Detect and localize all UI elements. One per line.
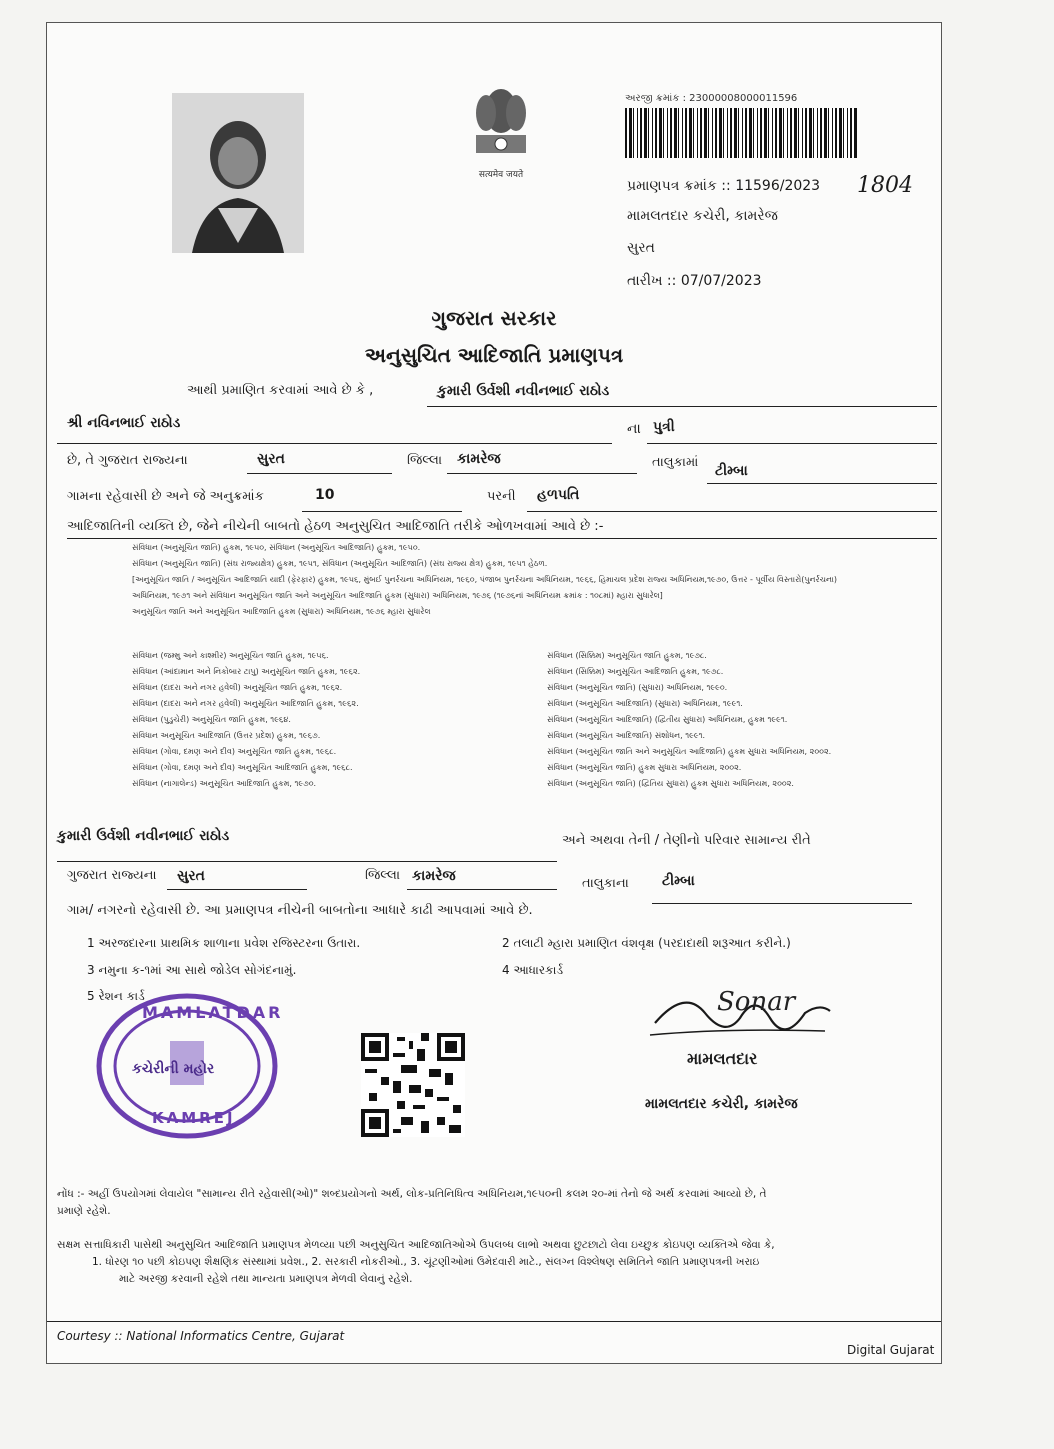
tribe-text: આદિજાતિની વ્યક્તિ છે, જેને નીચેની બાબતો હેઠળ અનુસુચિત આદિજાતિ તરીકે ઓળખવામાં આવે છે :- xyxy=(67,519,604,534)
holder-name-repeat: કુમારી ઉર્વશી નવીનભાઈ રાઠોડ xyxy=(57,828,230,844)
state-text: છે, તે ગુજરાત રાજ્યના xyxy=(67,453,188,468)
document-item: 3 નમુના ક-૧માં આ સાથે જોડેલ સોગંદનામું. xyxy=(87,963,297,977)
application-no-label: અરજી ક્રમાંક : xyxy=(625,93,686,104)
law-item: સંવિધાન (ગોવા, દમણ અને દીવ) અનુસૂચિત આદિજાતિ હુકમ, ૧૯૬૮. xyxy=(132,763,353,772)
document-item: 1 અરજદારના પ્રાથમિક શાળાના પ્રવેશ રજિસ્ટરના ઉતારા. xyxy=(87,936,361,950)
digital-gujarat-brand: Digital Gujarat xyxy=(847,1343,935,1357)
signatory-office: મામલતદાર કચેરી, કામરેજ xyxy=(645,1096,798,1112)
law-item: સંવિધાન (સિક્કિમ) અનુસૂચિત આદિજાતિ હુકમ, ૧૯૭૮. xyxy=(547,667,724,676)
law-item: સંવિધાન (જમ્મુ અને કાશ્મીર) અનુસૂચિત જાતિ હુકમ, ૧૯૫૬. xyxy=(132,651,329,660)
note-2: સક્ષમ સત્તાધિકારી પાસેથી અનુસુચિત આદિજાતિ પ્રમાણપત્ર મેળવ્યા પછી અનુસુચિત આદિજાતિઓએ ઉપલબ્ધ લાભો અથવા છુટછાટો લેવા ઇચ્છુક કોઇપણ વ્યક્તિએ જેવા કે, xyxy=(57,1239,775,1251)
note-1: નોંધ :- અહીં ઉપયોગમાં લેવાયેલ "સામાન્ય રીતે રહેવાસી(ઓ)" શબ્દપ્રયોગનો અર્થ, લોક-પ્રતિનિધિત્વ અધિનિયમ,૧૯૫૦ની કલમ ૨૦-માં તેનો જે અર્થ કરવામાં આવ્યો છે, તે xyxy=(57,1188,767,1200)
application-barcode xyxy=(625,108,857,158)
state-text-2: ગુજરાત રાજ્યના xyxy=(67,868,157,883)
law-line: અધિનિયમ, ૧૯૭૧ અને સંવિધાન અનુસૂચિત જાતિ અને અનુસૂચિત આદિજાતિ હુકમ (સુધારા) અધિનિયમ, ૧૯૭૬ (૧૯૭૬નાં અધિનિયમ ક્રમાંક : ૧૦૮માં) મ્હારા સુધારેલ] xyxy=(132,591,663,600)
law-item: સંવિધાન (અનુસૂચિત જાતિ અને અનુસૂચિત આદિજાતિ) હુકમ સુધારા અધિનિયમ, ૨૦૦૨. xyxy=(547,747,832,756)
office-seal xyxy=(92,991,282,1141)
family-text: અને અથવા તેની / તેણીનો પરિવાર સામાન્ય રીતે xyxy=(562,833,811,848)
taluka: કામરેજ xyxy=(457,451,501,467)
law-line: [અનુસૂચિત જાતિ / અનુસૂચિત આદિજાતિ યાદી (ફેરફાર) હુકમ, ૧૯૫૬, મુંબઈ પુનર્રચના અધિનિયમ, ૧૯૬૦, પંજાબ પુનર્રચના અધિનિયમ, ૧૯૬૬, હિમાચલ પ્રદેશ રાજ્ય અધિનિયમ,૧૯૭૦, ઉત્તર - પૂર્વીય વિસ્તારો(પુનર્રચના) xyxy=(132,575,838,584)
district-2: સુરત xyxy=(177,868,205,884)
taluka-label-2: તાલુકાના xyxy=(582,876,629,891)
father-name: શ્રી નવિનભાઈ રાઠોડ xyxy=(67,415,181,431)
seal-bottom-text: KAMREJ xyxy=(152,1109,236,1127)
taluka-label: તાલુકામાં xyxy=(652,455,699,470)
applicant-photo xyxy=(172,93,304,253)
note-2-point: 1. ધોરણ ૧૦ પછી કોઇપણ શૈક્ષણિક સંસ્થામાં પ્રવેશ., 2. સરકારી નોકરીઓ., 3. ચૂંટણીઓમાં ઉમેદવારી માટે., સંલગ્ન વિશ્લેષણ સમિતિને જાતિ પ્રમાણપત્રની ખરાઇ xyxy=(92,1256,760,1268)
law-item: સંવિધાન (અનુસૂચિત આદિજાતિ) (દ્વિતીય સુધારા) અધિનિયમ, હુકમ ૧૯૯૧. xyxy=(547,715,788,724)
law-item: સંવિધાન (નાગાલેન્ડ) અનુસૂચિત આદિજાતિ હુકમ, ૧૯૭૦. xyxy=(132,779,317,788)
note-1-continued: પ્રમાણે રહેશે. xyxy=(57,1205,111,1217)
village: ટીમ્બા xyxy=(715,463,748,479)
signature-handwriting: Sonar xyxy=(717,987,796,1017)
tribe-name: હળપતિ xyxy=(537,487,580,503)
designation: મામલતદાર xyxy=(687,1049,758,1068)
certificate-sheet xyxy=(46,22,942,1364)
na-label: ના xyxy=(627,421,641,437)
law-line: અનુસૂચિત જાતિ અને અનુસૂચિત આદિજાતિ હુકમ (સુધારા) અધિનિયમ, ૧૯૭૬ મ્હારા સુધારેલ xyxy=(132,607,431,616)
document-item: 2 તલાટી મ્હારા પ્રમાણિત વંશવૃક્ષ (પરદાદાથી શરૂઆત કરીને.) xyxy=(502,936,791,950)
law-item: સંવિધાન (અનુસૂચિત આદિજાતિ) સંશોધન, ૧૯૯૧. xyxy=(547,731,706,740)
office-name: મામલતદાર કચેરી, કામરેજ xyxy=(627,208,778,224)
law-item: સંવિધાન (પુડુચેરી) અનુસૂચિત જાતિ હુકમ, ૧૯૬૪. xyxy=(132,715,291,724)
resident-text: ગામના રહેવાસી છે અને જે અનુક્રમાંક xyxy=(67,489,264,504)
law-item: સંવિધાન (અનુસૂચિત જાતિ) હુકમ સુધારા અધિનિયમ, ૨૦૦૨. xyxy=(547,763,742,772)
government-title: ગુજરાત સરકાર xyxy=(431,306,557,330)
par-ni-label: પરની xyxy=(487,489,516,504)
district-label-2: જિલ્લા xyxy=(365,868,401,883)
date-label: તારીખ :: xyxy=(627,273,677,289)
taluka-2: કામરેજ xyxy=(412,868,456,884)
law-line: સંવિધાન (અનુસૂચિત જાતિ) (સંઘ રાજ્યક્ષેત્ર) હુકમ, ૧૯૫૧, સંવિધાન (અનુસૂચિત આદિજાતિ) (સંઘ રાજ્ય ક્ષેત્ર) હુકમ, ૧૯૫૧ હેઠળ. xyxy=(132,559,548,568)
emblem xyxy=(462,73,540,183)
handwritten-number: 1804 xyxy=(857,173,913,198)
signature xyxy=(645,983,835,1057)
basis-text: ગામ/ નગરનો રહેવાસી છે. આ પ્રમાણપત્ર નીચેની બાબતોના આધારે કાઢી આપવામાં આવે છે. xyxy=(67,903,533,918)
certificate-title: અનુસુચિત આદિજાતિ પ્રમાણપત્ર xyxy=(364,343,624,367)
law-item: સંવિધાન (દાદરા અને નગર હવેલી) અનુસૂચિત જાતિ હુકમ, ૧૯૬૨. xyxy=(132,683,343,692)
ashoka-emblem-icon xyxy=(466,73,536,163)
certificate-no: 11596/2023 xyxy=(735,178,821,194)
seal-center-text: કચેરીની મહોર xyxy=(132,1061,215,1077)
district-label: જિલ્લા xyxy=(407,453,443,468)
law-list-left xyxy=(132,648,360,792)
relation: પુત્રી xyxy=(653,419,675,435)
law-list-right xyxy=(547,648,831,792)
emblem-motto: सत्यमेव जयते xyxy=(478,170,524,180)
office-city: સુરત xyxy=(627,240,655,256)
law-item: સંવિધાન (સિક્કિમ) અનુસૂચિત જાતિ હુકમ, ૧૯૭૮. xyxy=(547,651,707,660)
law-line: સંવિધાન (અનુસૂચિત જાતિ) હુકમ, ૧૯૫૦, સંવિધાન (અનુસૂચિત આદિજાતિ) હુકમ, ૧૯૫૦. xyxy=(132,543,421,552)
serial-no: 10 xyxy=(315,487,335,503)
certificate-date: 07/07/2023 xyxy=(680,273,762,289)
document-item: 5 રેશન કાર્ડ xyxy=(87,989,145,1003)
law-item: સંવિધાન (આંદામાન અને નિકોબાર ટાપુ) અનુસૂચિત જાતિ હુકમ, ૧૯૬૨. xyxy=(132,667,361,676)
certify-text: આથી પ્રમાણિત કરવામાં આવે છે કે , xyxy=(187,383,374,398)
document-item: 4 આધારકાર્ડ xyxy=(502,963,564,977)
courtesy-text: Courtesy :: National Informatics Centre, Gujarat xyxy=(57,1329,345,1343)
law-item: સંવિધાન (દાદરા અને નગર હવેલી) અનુસૂચિત આદિજાતિ હુકમ, ૧૯૬૨. xyxy=(132,699,359,708)
law-item: સંવિધાન (અનુસૂચિત જાતિ) (સુધારા) અધિનિયમ, ૧૯૯૦. xyxy=(547,683,728,692)
application-no: 23000008000011596 xyxy=(689,93,798,104)
law-item: સંવિધાન (ગોવા, દમણ અને દીવ) અનુસૂચિત જાતિ હુકમ, ૧૯૬૮. xyxy=(132,747,337,756)
law-item: સંવિધાન (અનુસૂચિત આદિજાતિ) (સુધારા) અધિનિયમ, ૧૯૯૧. xyxy=(547,699,743,708)
law-item: સંવિધાન (અનુસૂચિત જાતિ) (દ્વિતિય સુધારા) હુકમ સુધારા અધિનિયમ, ૨૦૦૨. xyxy=(547,779,794,788)
qr-code xyxy=(361,1033,465,1137)
holder-name: કુમારી ઉર્વશી નવીનભાઈ રાઠોડ xyxy=(437,383,610,399)
district: સુરત xyxy=(257,451,285,467)
law-item: સંવિધાન અનુસૂચિત આદિજાતિ (ઉત્તર પ્રદેશ) હુકમ, ૧૯૬૭. xyxy=(132,731,321,740)
note-2-continued: માટે અરજી કરવાની રહેશે તથા માન્યતા પ્રમાણપત્ર મેળવી લેવાનું રહેશે. xyxy=(119,1273,413,1285)
seal-top-text: MAMLATDAR xyxy=(142,1003,284,1022)
certificate-no-label: પ્રમાણપત્ર ક્રમાંક :: xyxy=(627,178,731,194)
village-2: ટીમ્બા xyxy=(662,873,695,889)
